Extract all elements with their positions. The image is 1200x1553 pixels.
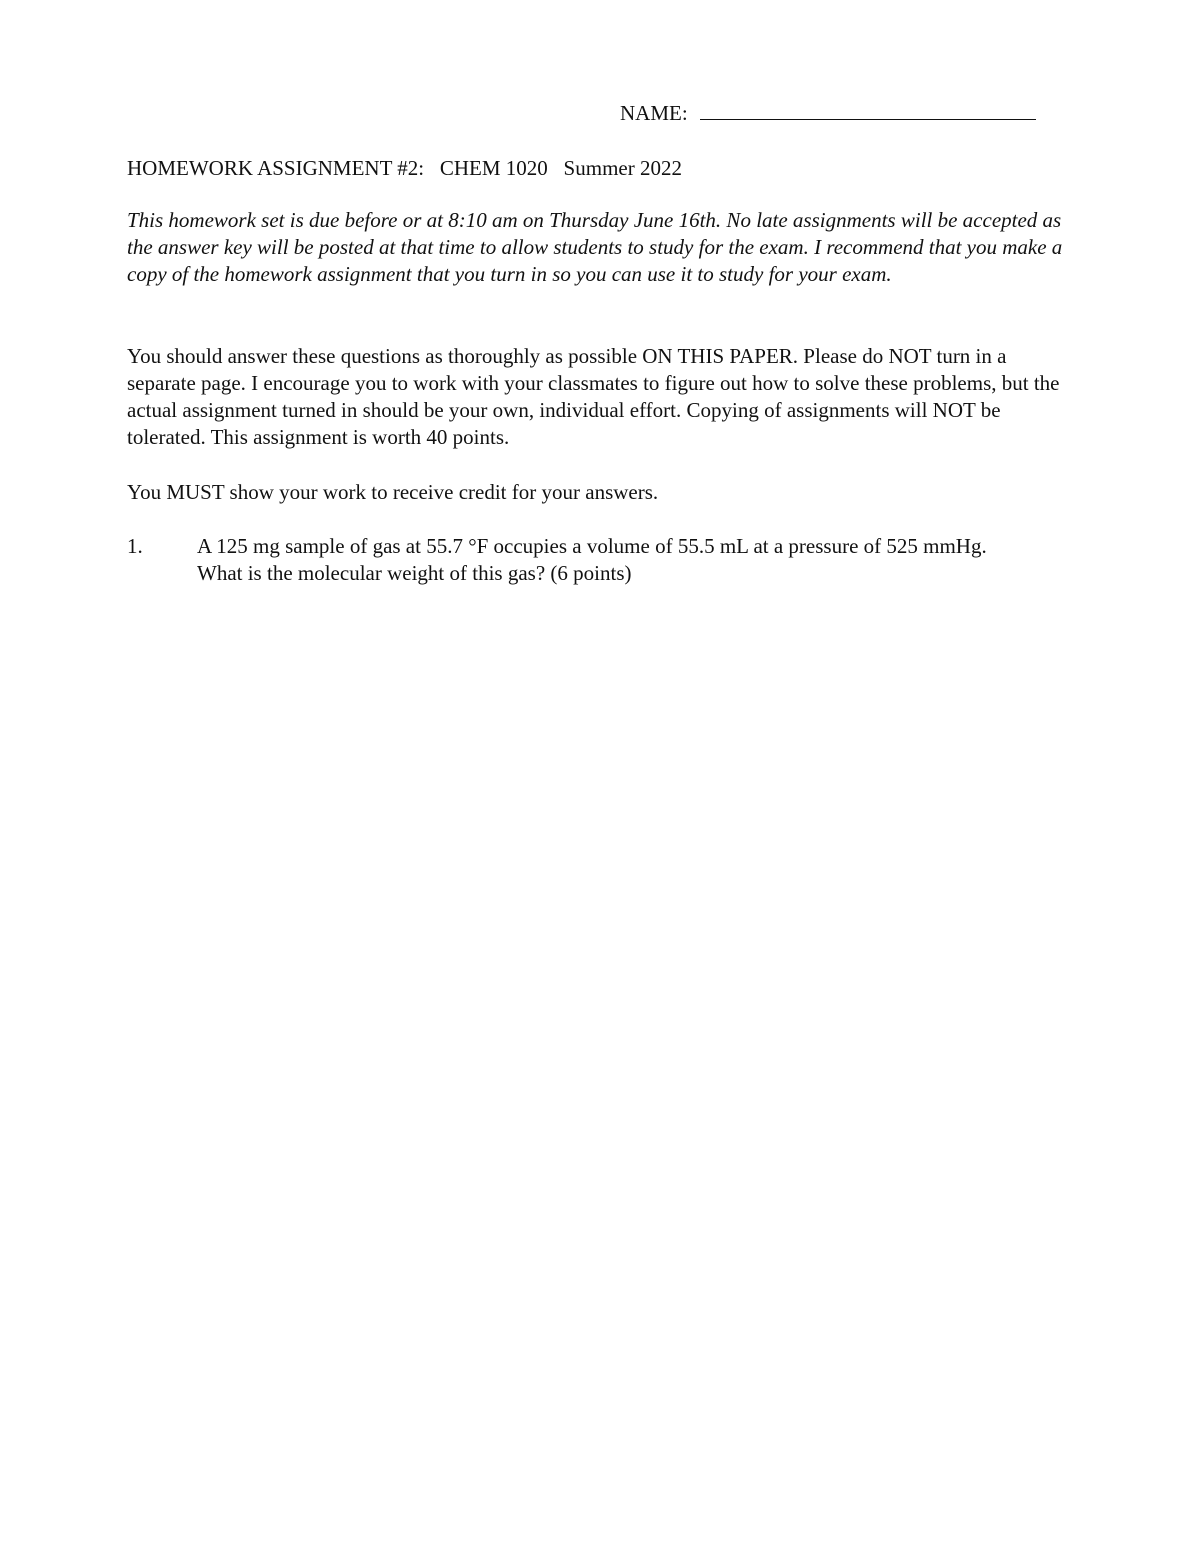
name-field-line [620,99,1036,126]
name-blank[interactable] [700,99,1036,120]
question-number: 1. [127,534,143,558]
assignment-header: HOMEWORK ASSIGNMENT #2: CHEM 1020 Summer 2022 [127,156,682,180]
due-notice: This homework set is due before or at 8:10 am on Thursday June 16th. No late assignments will be accepted as the answer key will be posted at that time to allow students to study for the exam. I recommend that you make a copy of the homework assignment that you turn in so you can use it to study for your exam. [127,208,1063,286]
show-work-notice: You MUST show your work to receive credit for your answers. [127,480,659,504]
instructions-paragraph: You should answer these questions as thoroughly as possible ON THIS PAPER. Please do NOT turn in a separate page. I encourage you to work with your classmates to figure out how to solve these problems, but the actual assignment turned in should be your own, individual effort. Copying of assignments will NOT be tolerated. This assignment is worth 40 points. [127,344,1060,449]
name-label: NAME: [620,101,688,125]
question-text: A 125 mg sample of gas at 55.7 °F occupies a volume of 55.5 mL at a pressure of 525 mmHg. What is the molecular weight of this gas? (6 points) [197,534,987,585]
